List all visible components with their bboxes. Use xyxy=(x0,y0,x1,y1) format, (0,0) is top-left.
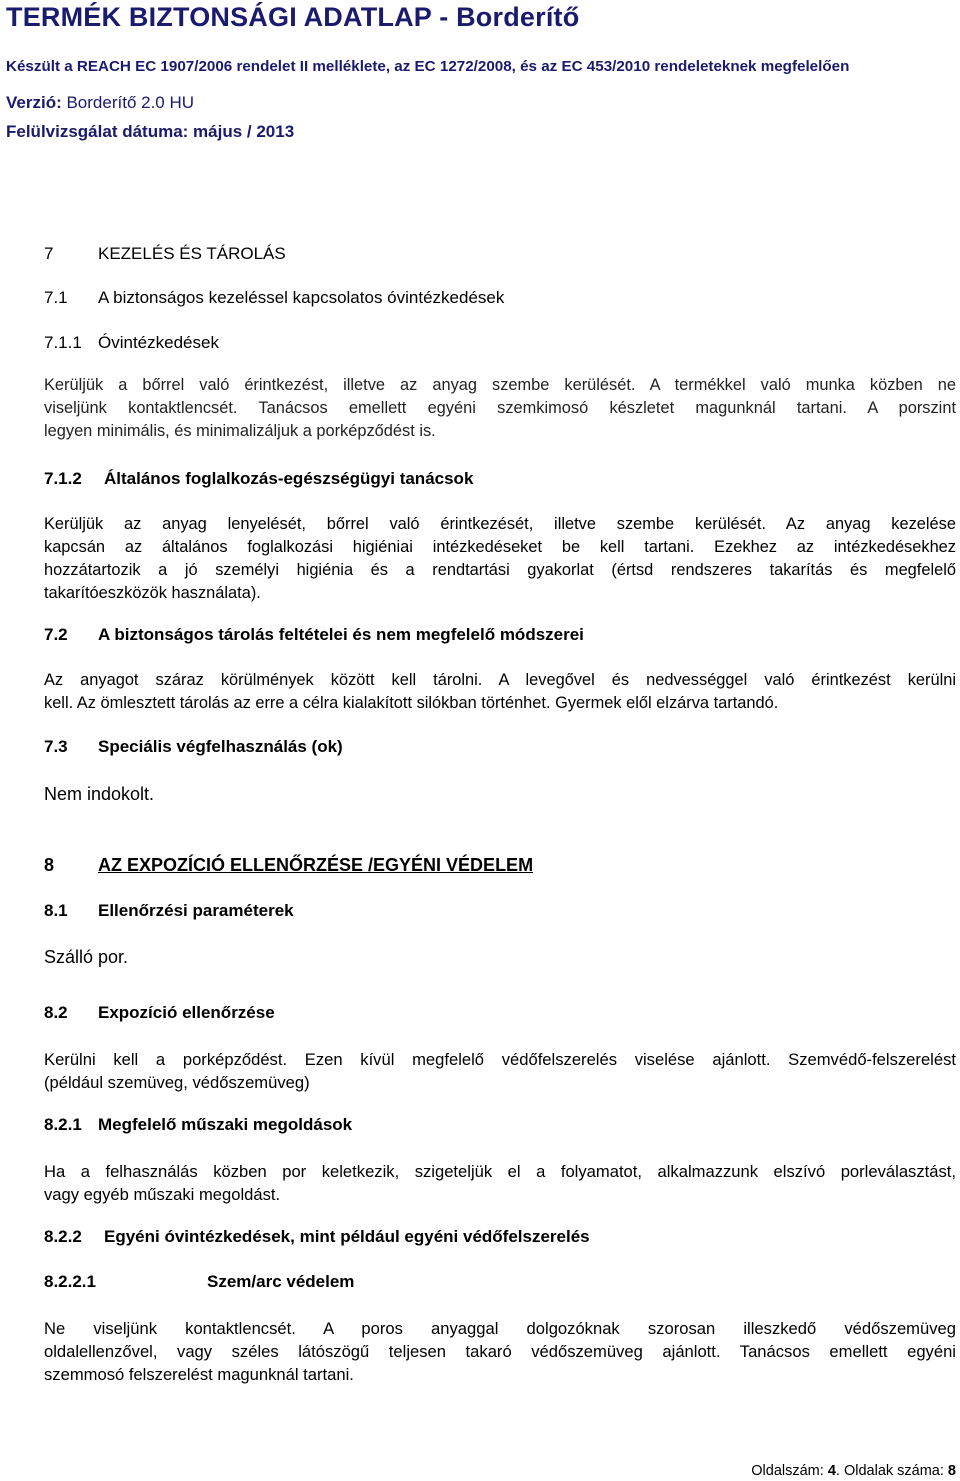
text-line: Kerüljük a bőrrel való érintkezést, illetve az anyag szembe kerülését. A termékkel való munka közben ne xyxy=(44,376,956,394)
section-8-2-2-1-title: Szem/arc védelem xyxy=(207,1272,355,1291)
page-number: 4 xyxy=(827,1463,836,1479)
text-line: Kerüljük az anyag lenyelését, bőrrel való érintkezését, illetve szembe kerülését. Az anyag kezelése xyxy=(44,515,956,533)
section-8-2-2-1-text xyxy=(44,1317,956,1386)
section-7-1-2-title: Általános foglalkozás-egészségügyi tanácsok xyxy=(104,469,474,488)
section-7-title: KEZELÉS ÉS TÁROLÁS xyxy=(98,244,286,263)
section-8-2-2-number: 8.2.2 xyxy=(44,1227,82,1246)
text-line: Ne viseljünk kontaktlencsét. A poros anyaggal dolgozóknak szorosan illeszkedő védőszemüveg xyxy=(44,1319,956,1338)
section-8-2-text xyxy=(44,1048,956,1094)
section-8-2-2-title: Egyéni óvintézkedések, mint például egyéni védőfelszerelés xyxy=(104,1227,590,1246)
section-8-2-1-text xyxy=(44,1160,956,1206)
text-line: takarítóeszközök használata). xyxy=(44,584,261,602)
document-subtitle: Készült a REACH EC 1907/2006 rendelet II melléklete, az EC 1272/2008, és az EC 453/2010 rendeleteknek megfelelően xyxy=(6,58,850,75)
text-line: oldalellenzővel, vagy széles látószögű teljesen takaró védőszemüveg ajánlott. Tanácsos emellett egyéni xyxy=(44,1342,956,1361)
text-line: (például szemüveg, védőszemüveg) xyxy=(44,1073,310,1092)
section-7-1-1-number: 7.1.1 xyxy=(44,333,82,352)
section-7-1-2-number: 7.1.2 xyxy=(44,469,82,488)
section-8-2-number: 8.2 xyxy=(44,1003,68,1022)
text-line: kapcsán az általános foglalkozási higiéniai intézkedéseket be kell tartani. Ezekhez az intézkedésekhez xyxy=(44,538,956,556)
section-7-1-number: 7.1 xyxy=(44,288,68,307)
section-8-2-1-number: 8.2.1 xyxy=(44,1115,82,1134)
version-value: Borderítő 2.0 HU xyxy=(61,93,195,112)
section-7-1-2-text xyxy=(44,513,956,605)
section-7-2-title: A biztonságos tárolás feltételei és nem megfelelő módszerei xyxy=(98,625,584,644)
section-7-3-title: Speciális végfelhasználás (ok) xyxy=(98,737,343,756)
section-7-2-text xyxy=(44,669,956,715)
total-label: . Oldalak száma: xyxy=(835,1463,948,1479)
version-line xyxy=(6,93,194,113)
page-footer xyxy=(751,1463,956,1479)
text-line: Az anyagot száraz körülmények között kell tárolni. A levegővel és nedvességgel való érintkezést kerülni xyxy=(44,671,956,689)
section-8-number: 8 xyxy=(44,855,55,875)
text-line: Kerülni kell a porképződést. Ezen kívül megfelelő védőfelszerelés viselése ajánlott. Szemvédő-felszerelést xyxy=(44,1050,956,1069)
section-8-1-text: Szálló por. xyxy=(44,947,129,967)
section-7-1-1-text xyxy=(44,374,956,443)
section-7-1-title: A biztonságos kezeléssel kapcsolatos óvintézkedések xyxy=(98,288,505,307)
section-7-1-1-title: Óvintézkedések xyxy=(98,333,219,352)
section-8-2-title: Expozíció ellenőrzése xyxy=(98,1003,275,1022)
section-8-1-number: 8.1 xyxy=(44,901,68,920)
text-line: vagy egyéb műszaki megoldást. xyxy=(44,1185,281,1204)
total-pages: 8 xyxy=(947,1463,956,1479)
section-8-1-title: Ellenőrzési paraméterek xyxy=(98,901,294,920)
page-label: Oldalszám: xyxy=(751,1463,828,1479)
version-label: Verzió: xyxy=(6,93,62,112)
text-line: hozzátartozik a jó személyi higiénia és a rendtartási gyakorlat (értsd rendszeres takarítás és megfelelő xyxy=(44,561,956,579)
text-line: kell. Az ömlesztett tárolás az erre a célra kialakított silókban történhet. Gyermek elől elzárva tartandó. xyxy=(44,694,779,712)
section-7-number: 7 xyxy=(44,244,54,263)
section-8-title: AZ EXPOZÍCIÓ ELLENŐRZÉSE /EGYÉNI VÉDELEM xyxy=(98,855,534,875)
section-8-2-1-title: Megfelelő műszaki megoldások xyxy=(98,1115,353,1134)
text-line: legyen minimális, és minimalizáljuk a porképződést is. xyxy=(44,422,436,440)
text-line: szemmosó felszerelést magunknál tartani. xyxy=(44,1365,354,1384)
review-date: Felülvizsgálat dátuma: május / 2013 xyxy=(6,122,295,141)
text-line: viseljünk kontaktlencsét. Tanácsos emellett egyéni szemkimosó készletet magunknál tartani. A porszint xyxy=(44,399,956,417)
section-8-2-2-1-number: 8.2.2.1 xyxy=(44,1272,96,1291)
section-7-3-number: 7.3 xyxy=(44,737,68,756)
section-7-3-text: Nem indokolt. xyxy=(44,784,155,804)
text-line: Ha a felhasználás közben por keletkezik, szigeteljük el a folyamatot, alkalmazzunk elszívó porleválasztást, xyxy=(44,1162,956,1181)
document-title: TERMÉK BIZTONSÁGI ADATLAP - Borderítő xyxy=(6,2,580,32)
section-7-2-number: 7.2 xyxy=(44,625,68,644)
